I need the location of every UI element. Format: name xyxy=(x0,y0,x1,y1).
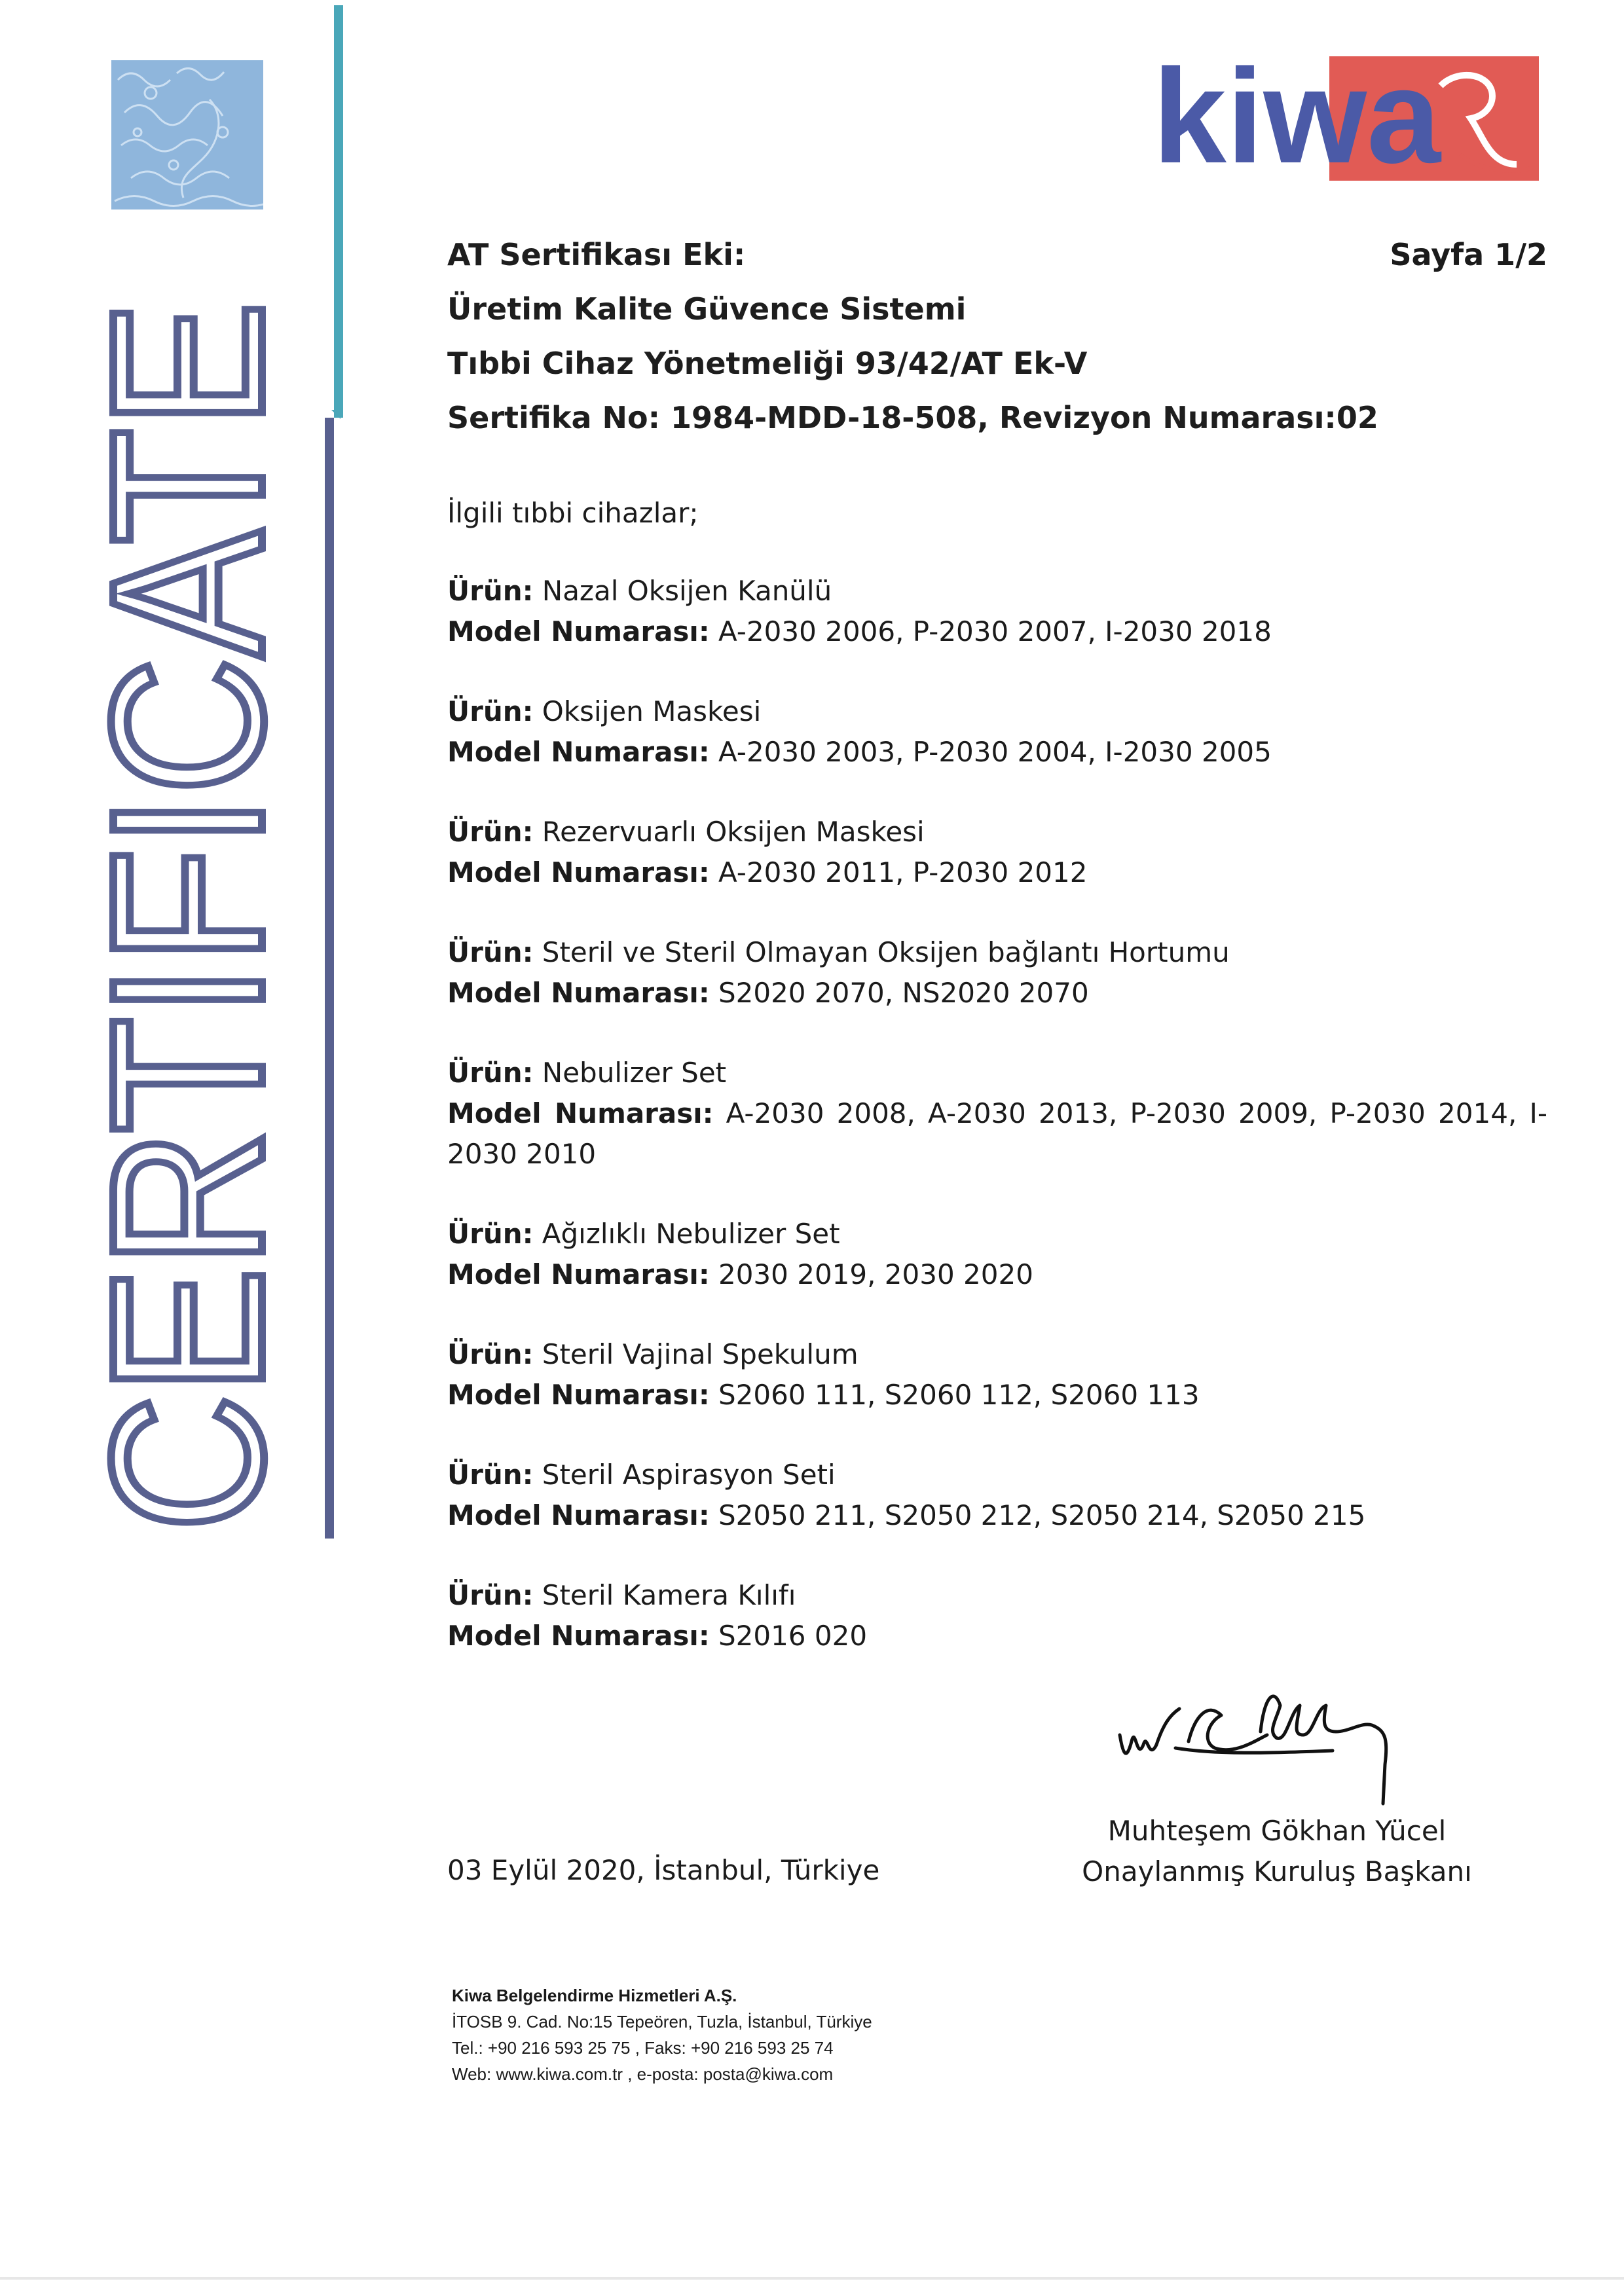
signature xyxy=(1113,1663,1460,1813)
model-numbers: S2060 111, S2060 112, S2060 113 xyxy=(718,1379,1200,1411)
model-label: Model Numarası: xyxy=(447,736,710,768)
kiwa-logo xyxy=(1153,56,1539,192)
footer-web: Web: www.kiwa.com.tr , e-posta: posta@kiwa.com xyxy=(452,2064,834,2084)
model-numbers: S2020 2070, NS2020 2070 xyxy=(718,977,1089,1009)
product-name: Steril Aspirasyon Seti xyxy=(542,1459,836,1491)
divider-line-teal xyxy=(334,5,343,418)
product-label: Ürün: xyxy=(447,1218,534,1250)
product-label: Ürün: xyxy=(447,936,534,968)
regulation-title: Tıbbi Cihaz Yönetmeliği 93/42/AT Ek-V xyxy=(447,346,1088,381)
product-label: Ürün: xyxy=(447,1459,534,1491)
signer-name: Muhteşem Gökhan Yücel xyxy=(1107,1815,1447,1847)
beaver-pattern-icon xyxy=(111,60,263,210)
annex-title: AT Sertifikası Eki: xyxy=(447,237,746,272)
product-name: Ağızlıklı Nebulizer Set xyxy=(542,1218,840,1250)
model-numbers: A-2030 2008, A-2030 2013, P-2030 2009, P-2030 2014, I-2030 2010 xyxy=(447,1097,1547,1170)
product-item xyxy=(447,932,1547,1013)
product-item xyxy=(447,1334,1547,1415)
certificate-number: Sertifika No: 1984-MDD-18-508, Revizyon Numarası:02 xyxy=(447,400,1378,435)
product-item xyxy=(447,1575,1547,1656)
product-item xyxy=(447,571,1547,652)
product-item xyxy=(447,1053,1547,1175)
product-item xyxy=(447,1214,1547,1295)
system-title: Üretim Kalite Güvence Sistemi xyxy=(447,291,967,327)
product-item xyxy=(447,1455,1547,1536)
model-numbers: 2030 2019, 2030 2020 xyxy=(718,1258,1033,1290)
scan-edge xyxy=(0,2277,1624,2280)
certificate-vertical-text: CERTIFICATE xyxy=(66,136,308,1532)
page-number: Sayfa 1/2 xyxy=(1390,237,1547,272)
product-name: Steril Vajinal Spekulum xyxy=(542,1338,858,1370)
divider-line-blue xyxy=(325,418,334,1539)
model-label: Model Numarası: xyxy=(447,615,710,647)
certificate-header xyxy=(447,228,1547,445)
product-name: Steril ve Steril Olmayan Oksijen bağlantı Hortumu xyxy=(542,936,1230,968)
product-item xyxy=(447,691,1547,773)
product-list xyxy=(447,571,1547,1696)
signer-title: Onaylanmış Kuruluş Başkanı xyxy=(1082,1855,1472,1887)
product-name: Oksijen Maskesi xyxy=(542,695,762,727)
product-label: Ürün: xyxy=(447,816,534,848)
product-label: Ürün: xyxy=(447,1057,534,1089)
model-label: Model Numarası: xyxy=(447,1258,710,1290)
model-numbers: A-2030 2003, P-2030 2004, I-2030 2005 xyxy=(718,736,1272,768)
intro-text: İlgili tıbbi cihazlar; xyxy=(447,497,699,529)
model-label: Model Numarası: xyxy=(447,1499,710,1531)
product-label: Ürün: xyxy=(447,695,534,727)
product-name: Nebulizer Set xyxy=(542,1057,727,1089)
footer xyxy=(452,1982,872,2087)
model-label: Model Numarası: xyxy=(447,977,710,1009)
product-label: Ürün: xyxy=(447,1579,534,1611)
issue-date: 03 Eylül 2020, İstanbul, Türkiye xyxy=(447,1854,880,1886)
logo-wordmark: kiwa xyxy=(1153,56,1442,191)
footer-company: Kiwa Belgelendirme Hizmetleri A.Ş. xyxy=(452,1986,737,2005)
product-name: Rezervuarlı Oksijen Maskesi xyxy=(542,816,925,848)
decorative-pattern xyxy=(111,60,263,210)
product-label: Ürün: xyxy=(447,1338,534,1370)
product-label: Ürün: xyxy=(447,575,534,607)
signer-block xyxy=(1048,1811,1506,1892)
model-label: Model Numarası: xyxy=(447,856,710,888)
model-numbers: S2016 020 xyxy=(718,1620,868,1652)
model-label: Model Numarası: xyxy=(447,1620,710,1652)
model-numbers: A-2030 2006, P-2030 2007, I-2030 2018 xyxy=(718,615,1272,647)
model-label: Model Numarası: xyxy=(447,1097,714,1129)
model-label: Model Numarası: xyxy=(447,1379,710,1411)
product-name: Steril Kamera Kılıfı xyxy=(542,1579,796,1611)
product-name: Nazal Oksijen Kanülü xyxy=(542,575,832,607)
footer-phone: Tel.: +90 216 593 25 75 , Faks: +90 216 593 25 74 xyxy=(452,2038,834,2058)
model-numbers: S2050 211, S2050 212, S2050 214, S2050 215 xyxy=(718,1499,1366,1531)
model-numbers: A-2030 2011, P-2030 2012 xyxy=(718,856,1088,888)
footer-address: İTOSB 9. Cad. No:15 Tepeören, Tuzla, İstanbul, Türkiye xyxy=(452,2012,872,2032)
product-item xyxy=(447,812,1547,893)
